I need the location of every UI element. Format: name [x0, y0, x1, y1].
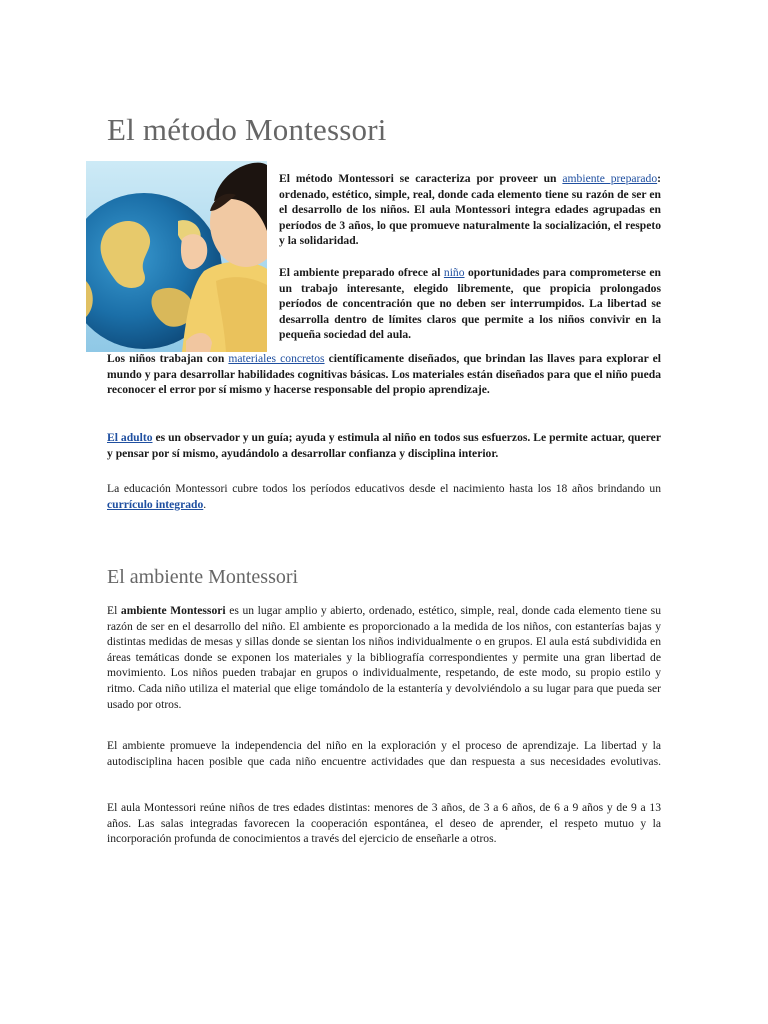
section2-paragraph-1-block	[107, 603, 661, 712]
intro-p1-text-end: : ordenado, estético, simple, real, donde cada elemento tiene su razón de ser en el desarrollo de los niños. El aula Montessori integra edades agrupadas en períodos de 3 años, lo que promueve naturalmente la socialización, el respeto y la solidaridad.	[279, 172, 661, 248]
section2-paragraph-3: El aula Montessori reúne niños de tres edades distintas: menores de 3 años, de 3 a 6 años, de 6 a 9 años y de 9 a 13 años. Las salas integradas favorecen la cooperación espontánea, el deseo de aprender, el respeto mutuo y la incorporación profunda de conocimientos a través del ejercicio de enseñarle a otros.	[107, 801, 661, 846]
section2-paragraph-3-block	[107, 800, 661, 847]
page-title: El método Montessori	[107, 112, 387, 147]
intro-p5-text-end: .	[203, 497, 207, 511]
section2-p1-bold: ambiente Montessori	[120, 604, 226, 617]
link-materiales-concretos[interactable]: materiales concretos	[228, 352, 325, 365]
link-ambiente-preparado[interactable]: ambiente preparado	[562, 172, 658, 185]
intro-paragraph-4	[107, 430, 661, 461]
link-el-adulto[interactable]: El adulto	[107, 431, 153, 444]
section2-p1-text: El	[107, 604, 121, 617]
photo-illustration	[86, 161, 267, 352]
intro-paragraph-5-block	[107, 481, 661, 512]
section2-p1-text-end: es un lugar amplio y abierto, ordenado, estético, simple, real, donde cada elemento tiene su razón de ser en el desarrollo del niño. El ambiente es proporcionado a la medida de los niños, con estanterías bajas y distintas medidas de mesas y sillas donde se sientan los niños individualmente o en grupos. El aula está subdividida en áreas temáticas donde se exponen los materiales y la bibliografía correspondientes y permite una gran libertad de movimiento. Los niños pueden trabajar en grupos o individualmente, respetando, de este modo, su propio estilo y ritmo. Cada niño utiliza el material que elige tomándolo de la estantería y devolviéndolo a su lugar para que pueda ser usado por otros.	[107, 604, 661, 711]
intro-p2-text-end: oportunidades para comprometerse en un trabajo interesante, elegido libremente, que propicia prolongados períodos de concentración que no deben ser interrumpidos. La libertad se desarrolla dentro de límites claros que permite a los niños convivir en la pequeña sociedad del aula.	[279, 265, 661, 342]
intro-p4-text: es un observador y un guía; ayuda y estimula al niño en todos sus esfuerzos. Le permite actuar, querer y pensar por sí mismo, ayudándolo a desarrollar confianza y disciplina interior.	[107, 431, 661, 460]
intro-p5-text: La educación Montessori cubre todos los períodos educativos desde el nacimiento hasta los 18 años brindando un	[107, 482, 661, 495]
intro-paragraph-3	[107, 351, 661, 398]
globe-child-photo	[86, 161, 267, 352]
intro-paragraph-2	[279, 265, 661, 343]
section2-paragraph-1	[107, 603, 661, 712]
intro-p2-text: El ambiente preparado ofrece al	[279, 265, 444, 279]
section2-paragraph-2: El ambiente promueve la independencia del niño en la exploración y el proceso de aprendizaje. La libertad y la autodisciplina hacen posible que cada niño encuentre actividades que dan respuesta a sus necesidades evolutivas.	[107, 739, 661, 768]
intro-p3-text: Los niños trabajan con	[107, 352, 229, 365]
intro-p1-text: El método Montessori se caracteriza por proveer un	[279, 172, 563, 185]
intro-paragraph-1	[279, 171, 661, 249]
intro-column	[279, 171, 661, 343]
link-nino[interactable]: niño	[443, 265, 465, 279]
intro-paragraph-3-block	[107, 351, 661, 398]
section2-paragraph-2-block	[107, 738, 661, 769]
intro-paragraph-4-block	[107, 430, 661, 461]
section-heading-ambiente: El ambiente Montessori	[107, 566, 299, 588]
intro-p3-text-end: científicamente diseñados, que brindan las llaves para explorar el mundo y para desarrollar habilidades cognitivas básicas. Los materiales están diseñados para que el niño pueda reconocer el error por sí mismo y hacerse responsable del propio aprendizaje.	[107, 352, 661, 397]
link-curriculo-integrado[interactable]: currículo integrado	[107, 497, 204, 511]
intro-paragraph-5	[107, 481, 661, 512]
